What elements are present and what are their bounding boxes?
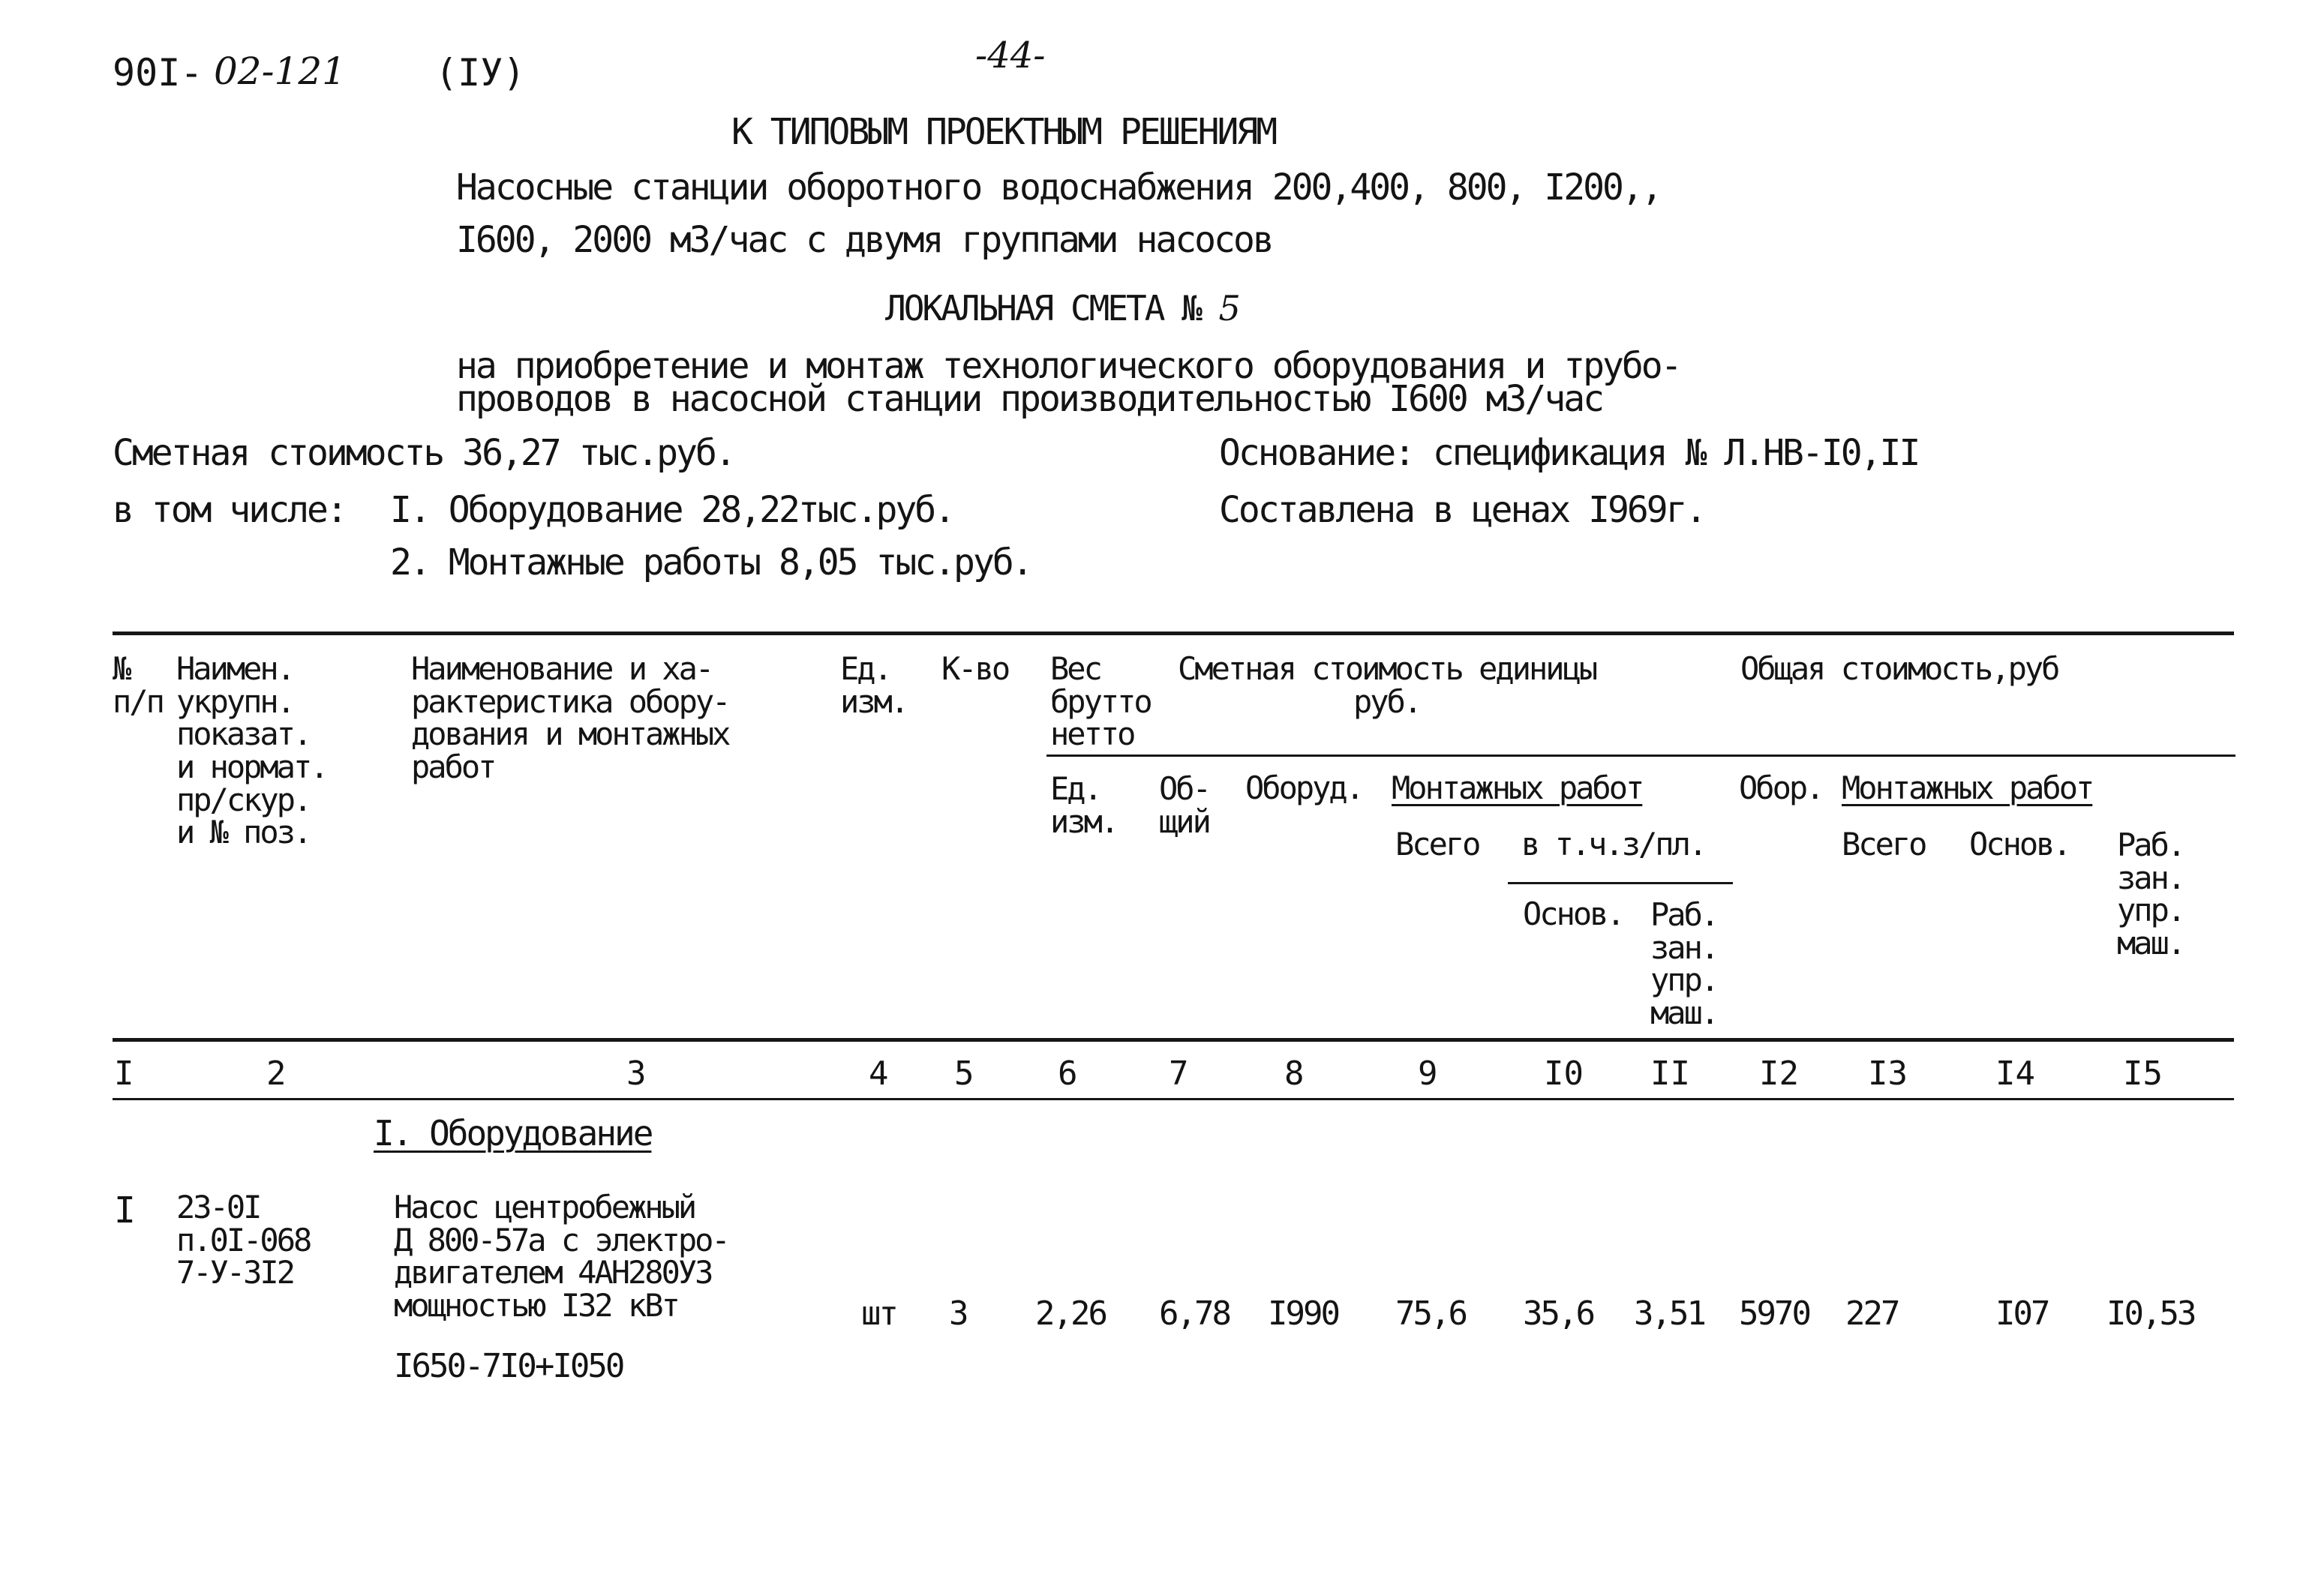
- estimate-title: [885, 288, 1239, 328]
- row-calculation-note: I650-7I0+I050: [394, 1347, 623, 1385]
- row-number: I: [114, 1190, 136, 1232]
- header-mounting-work: Монтажных работ: [1392, 770, 1643, 806]
- column-number-15: I5: [2123, 1054, 2163, 1093]
- header-equipment: Оборуд.: [1245, 770, 1363, 806]
- row-mount-total: 75,6: [1395, 1294, 1466, 1333]
- header-col-quantity: К-во: [941, 650, 1009, 687]
- page-number: -44-: [975, 34, 1046, 76]
- row-unit: шт: [861, 1294, 896, 1333]
- header-including-wages: в т.ч.з/пл.: [1521, 826, 1706, 862]
- estimate-number: 5: [1218, 288, 1239, 328]
- title-line-3: I600, 2000 м3/час с двумя группами насосов: [456, 219, 1272, 261]
- column-number-12: I2: [1759, 1054, 1799, 1093]
- basis: Основание: спецификация № Л.НВ-I0,II: [1219, 432, 1919, 474]
- column-number-2: 2: [266, 1054, 287, 1093]
- document-code-printed: 90I-: [113, 51, 203, 94]
- row-mount-basic: 35,6: [1523, 1294, 1593, 1333]
- unit-cost-subrule: [1046, 754, 2235, 757]
- header-weight-unit: Ед. изм.: [1050, 770, 1118, 840]
- subject-line-2: проводов в насосной станции производительностью I600 м3/час: [456, 378, 1603, 420]
- column-number-3: 3: [626, 1054, 647, 1093]
- subject-line-1: на приобретение и монтаж технологического оборудования и трубо-: [456, 345, 1680, 387]
- header-col-unit: Ед. изм.: [840, 650, 908, 720]
- header-total-mount-total: Всего: [1842, 826, 1926, 862]
- column-number-10: I0: [1544, 1054, 1584, 1093]
- row-weight-total: 6,78: [1159, 1294, 1230, 1333]
- summary-item-mounting: 2. Монтажные работы 8,05 тыс.руб.: [390, 542, 1031, 584]
- row-equipment-cost: I990: [1268, 1294, 1338, 1333]
- column-number-13: I3: [1868, 1054, 1908, 1093]
- row-total-machine: I0,53: [2106, 1294, 2195, 1333]
- wages-subrule: [1508, 882, 1733, 884]
- section-title: I. Оборудование: [374, 1113, 652, 1154]
- header-col-number: № п/п: [113, 650, 163, 720]
- header-col-description: Наименование и ха- рактеристика обору- дования и монтажных работ: [411, 650, 729, 786]
- row-weight-unit: 2,26: [1035, 1294, 1106, 1333]
- row-description: Насос центробежный Д 800-57а с электро- двигателем 4АН280У3 мощностью I32 кВт: [394, 1189, 728, 1324]
- header-unit-cost-group: Сметная стоимость единицы руб.: [1178, 650, 1596, 720]
- column-number-7: 7: [1169, 1054, 1189, 1093]
- title-line-2: Насосные станции оборотного водоснабжения 200,400, 800, I200,,: [456, 166, 1661, 208]
- header-mount-total: Всего: [1395, 826, 1479, 862]
- row-mount-machine: 3,51: [1634, 1294, 1704, 1333]
- column-number-1: I: [114, 1054, 134, 1093]
- column-number-6: 6: [1058, 1054, 1078, 1093]
- header-bottom-rule: [113, 1038, 2234, 1042]
- header-weight-total: Об- щий: [1159, 770, 1209, 840]
- header-col-norm: Наимен. укрупн. показат. и нормат. пр/скур. и № поз.: [176, 650, 327, 851]
- prices-year: Составлена в ценах I969г.: [1219, 489, 1705, 531]
- header-total-equipment: Обор.: [1739, 770, 1823, 806]
- estimate-label: ЛОКАЛЬНАЯ СМЕТА №: [885, 288, 1200, 328]
- row-total-basic: I07: [1995, 1294, 2049, 1333]
- total-cost: Сметная стоимость 36,27 тыс.руб.: [113, 432, 734, 474]
- column-numbers-rule: [113, 1098, 2234, 1100]
- summary-item-equipment: I. Оборудование 28,22тыс.руб.: [390, 489, 954, 531]
- header-total-cost-group: Общая стоимость,руб: [1740, 650, 2058, 687]
- row-total-equipment: 5970: [1739, 1294, 1809, 1333]
- header-total-machine: Раб. зан. упр. маш.: [2117, 826, 2184, 962]
- column-number-8: 8: [1284, 1054, 1305, 1093]
- header-col-weight: Вес брутто нетто: [1050, 650, 1151, 753]
- document-code-handwritten: 02-121: [214, 50, 346, 93]
- row-norm: 23-0I п.0I-068 7-У-3I2: [176, 1189, 311, 1292]
- column-number-9: 9: [1418, 1054, 1438, 1093]
- header-mount-machine: Раб. зан. упр. маш.: [1650, 896, 1718, 1032]
- document-code-suffix: (IУ): [435, 51, 526, 94]
- header-total-basic: Основ.: [1969, 826, 2070, 862]
- column-number-5: 5: [954, 1054, 974, 1093]
- row-total-mount: 227: [1845, 1294, 1899, 1333]
- title-line-1: К ТИПОВЫМ ПРОЕКТНЫМ РЕШЕНИЯМ: [731, 111, 1276, 153]
- column-number-14: I4: [1995, 1054, 2035, 1093]
- column-number-11: II: [1650, 1054, 1690, 1093]
- column-number-4: 4: [869, 1054, 889, 1093]
- header-total-mounting-work: Монтажных работ: [1842, 770, 2093, 806]
- including-label: в том числе:: [113, 489, 346, 531]
- row-quantity: 3: [949, 1294, 969, 1333]
- header-mount-basic: Основ.: [1523, 896, 1623, 932]
- table-top-rule: [113, 632, 2234, 635]
